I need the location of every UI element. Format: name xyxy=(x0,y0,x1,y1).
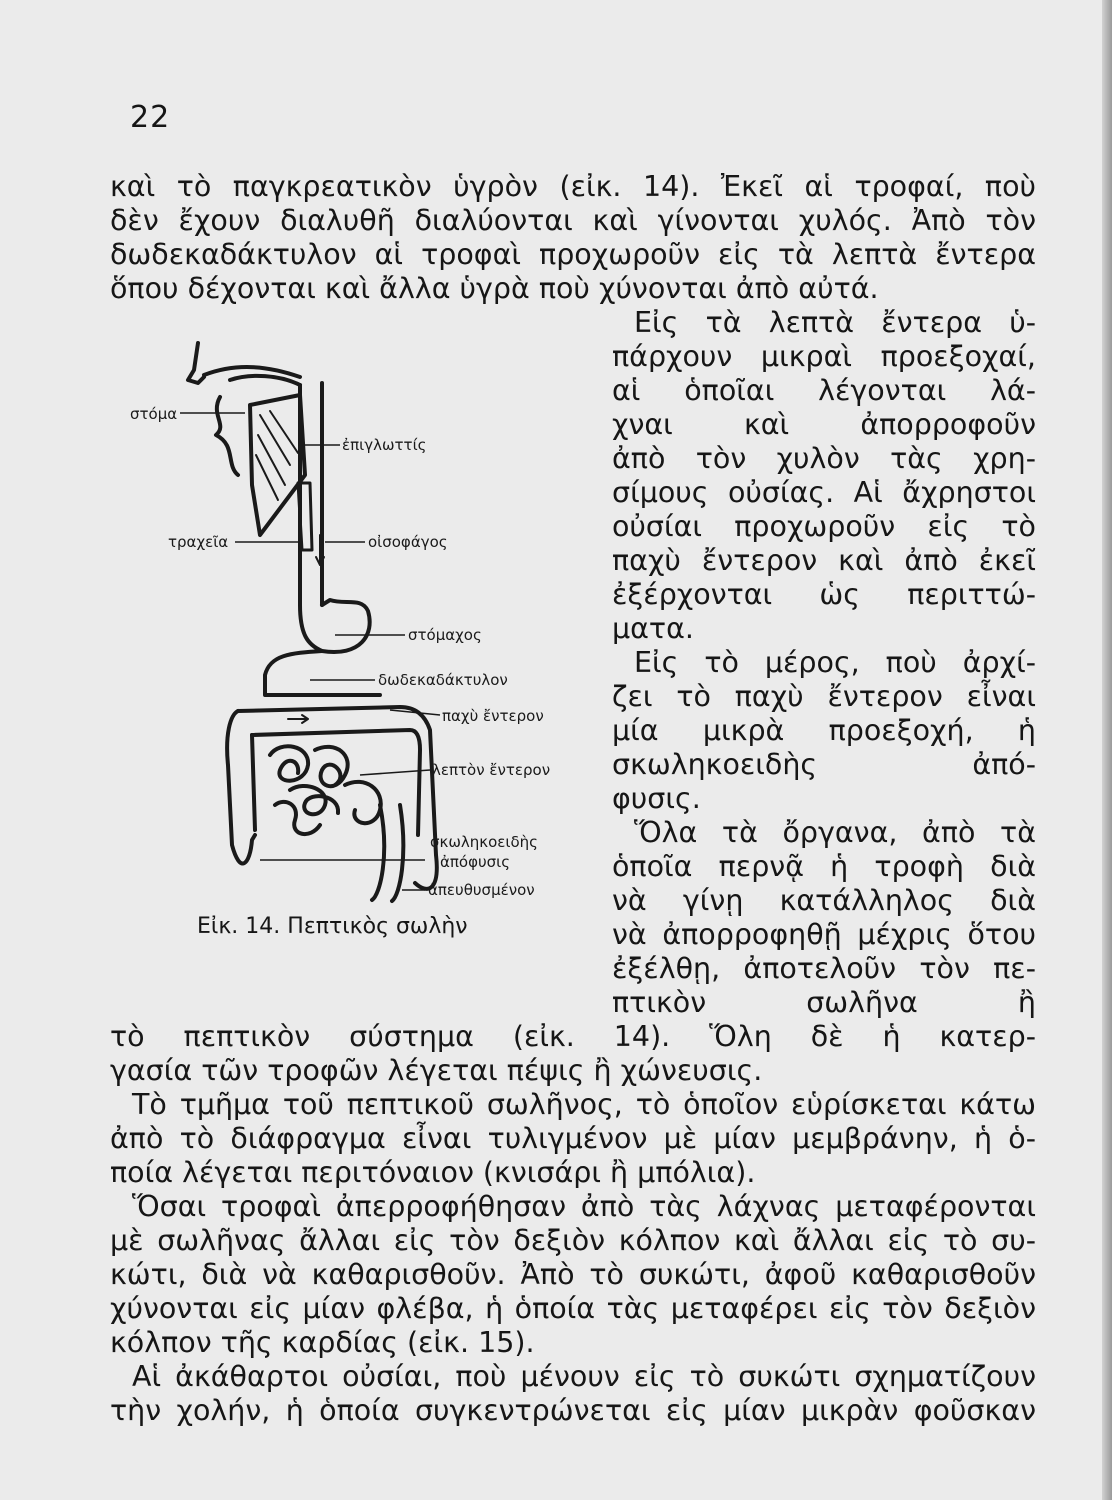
column-line: ζει τὸ παχὺ ἔντερον εἶναι xyxy=(612,680,1036,713)
page-number: 22 xyxy=(130,100,171,135)
text-line: καὶ τὸ παγκρεατικὸν ὑγρὸν (εἰκ. 14). Ἐκεῖ αἱ τροφαί, ποὺ xyxy=(110,170,1036,203)
trachea xyxy=(298,483,312,550)
tongue-outline xyxy=(230,376,300,385)
stomach-outline xyxy=(300,600,370,652)
label-large-intestine: παχὺ ἔντερον xyxy=(442,707,544,725)
label-duodenum: δωδεκαδάκτυλον xyxy=(378,671,508,689)
column-line: Ὅλα τὰ ὄργανα, ἀπὸ τὰ xyxy=(634,816,1036,849)
column-line: πάρχουν μικραὶ προεξοχαί, xyxy=(612,340,1036,373)
column-line: μία μικρὰ προεξοχή, ἡ xyxy=(612,714,1036,747)
text-line: τὸ πεπτικὸν σύστημα (εἰκ. 14). Ὅλη δὲ ἡ κατερ- xyxy=(110,1020,1036,1053)
digestive-tract-diagram xyxy=(130,335,600,905)
text-line: ἀπὸ τὸ διάφραγμα εἶναι τυλιγμένον μὲ μίαν μεμβράνην, ἡ ὁ- xyxy=(110,1122,1036,1155)
jaw-outline xyxy=(216,397,238,475)
label-rectum: ἀπευθυσμένον xyxy=(428,881,535,899)
text-line: κόλπον τῆς καρδίας (εἰκ. 15). xyxy=(110,1326,535,1359)
column-line: νὰ ἀπορροφηθῇ μέχρις ὅτου xyxy=(612,918,1036,951)
column-line: οὐσίαι προχωροῦν εἰς τὸ xyxy=(612,510,1036,543)
text-line: κώτι, διὰ νὰ καθαρισθοῦν. Ἀπὸ τὸ συκώτι, ἀφοῦ καθαρισθοῦν xyxy=(110,1258,1036,1291)
label-mouth: στόμα xyxy=(130,405,178,423)
duodenum xyxy=(265,651,380,695)
figure-caption: Εἰκ. 14. Πεπτικὸς σωλὴν xyxy=(197,914,468,939)
column-line: ματα. xyxy=(612,612,694,645)
text-line: δωδεκαδάκτυλον αἱ τροφαὶ προχωροῦν εἰς τὰ λεπτὰ ἔντερα xyxy=(110,238,1036,271)
text-line: γασία τῶν τροφῶν λέγεται πέψις ἢ χώνευσις. xyxy=(110,1054,763,1087)
pharynx-region xyxy=(250,395,305,535)
column-line: σκωληκοειδὴς ἀπό- xyxy=(612,748,1036,781)
label-epiglottis: ἐπιγλωττίς xyxy=(342,436,427,454)
column-line: ἀπὸ τὸν χυλὸν τὰς χρη- xyxy=(612,442,1036,475)
label-esophagus: οἰσοφάγος xyxy=(368,533,448,551)
column-line: αἱ ὁποῖαι λέγονται λά- xyxy=(612,374,1036,407)
text-line: Τὸ τμῆμα τοῦ πεπτικοῦ σωλῆνος, τὸ ὁποῖον εὑρίσκεται κάτω xyxy=(132,1088,1036,1121)
text-line: χύνονται εἰς μίαν φλέβα, ἡ ὁποία τὰς μεταφέρει εἰς τὸν δεξιὸν xyxy=(110,1292,1036,1325)
column-line: Εἰς τὰ λεπτὰ ἔντερα ὑ- xyxy=(634,306,1036,339)
label-small-intestine: λεπτὸν ἔντερον xyxy=(432,761,551,779)
text-line: δὲν ἔχουν διαλυθῆ διαλύονται καὶ γίνονται χυλός. Ἀπὸ τὸν xyxy=(110,204,1036,237)
text-line: τὴν χολήν, ἡ ὁποία συγκεντρώνεται εἰς μίαν μικρὰν φοῦσκαν xyxy=(110,1394,1036,1427)
lips-outline xyxy=(188,343,204,383)
label-appendix: σκωληκοειδὴς xyxy=(430,833,538,851)
column-line: Εἰς τὸ μέρος, ποὺ ἀρχί- xyxy=(634,646,1036,679)
text-line: ὅπου δέχονται καὶ ἄλλα ὑγρὰ ποὺ χύνονται ἀπὸ αὐτά. xyxy=(110,272,879,305)
column-line: πτικὸν σωλῆνα ἢ xyxy=(612,986,1036,1019)
text-line: μὲ σωλῆνας ἄλλαι εἰς τὸν δεξιὸν κόλπον καὶ ἄλλαι εἰς τὸ συ- xyxy=(110,1224,1036,1257)
text-line: ποία λέγεται περιτόναιον (κνισάρι ἢ μπόλια). xyxy=(110,1156,756,1189)
column-line: ἐξέλθῃ, ἀποτελοῦν τὸν πε- xyxy=(612,952,1036,985)
column-line: ἐξέρχονται ὡς περιττώ- xyxy=(612,578,1036,611)
column-line: νὰ γίνῃ κατάλληλος διὰ xyxy=(612,884,1036,917)
column-line: παχὺ ἔντερον καὶ ἀπὸ ἐκεῖ xyxy=(612,544,1036,577)
label-trachea: τραχεῖα xyxy=(168,533,229,551)
label-appendix-2: ἀπόφυσις xyxy=(440,853,511,871)
label-stomach: στόμαχος xyxy=(408,626,482,644)
text-line: Αἱ ἀκάθαρτοι οὐσίαι, ποὺ μένουν εἰς τὸ συκώτι σχηματίζουν xyxy=(132,1360,1036,1393)
column-line: ὁποῖα περνᾷ ἡ τροφὴ διὰ xyxy=(612,850,1036,883)
column-line: φυσις. xyxy=(612,782,701,815)
page-edge-shadow xyxy=(1102,0,1112,1500)
column-line: σίμους οὐσίας. Αἱ ἄχρηστοι xyxy=(612,476,1036,509)
small-intestine-coil xyxy=(270,746,308,780)
column-line: χναι καὶ ἀπορροφοῦν xyxy=(612,408,1036,441)
text-line: Ὅσαι τροφαὶ ἀπερροφήθησαν ἀπὸ τὰς λάχνας μεταφέρονται xyxy=(132,1190,1036,1223)
